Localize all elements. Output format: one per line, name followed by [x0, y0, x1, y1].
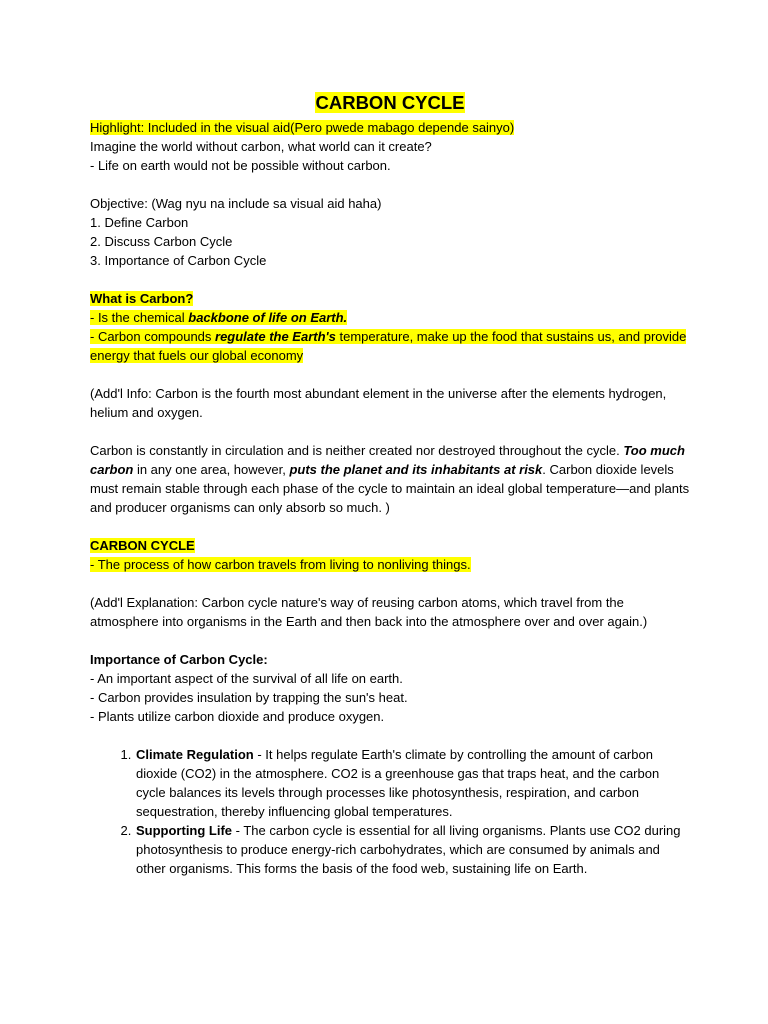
- what-is-carbon-heading: [90, 289, 690, 308]
- intro-answer: - Life on earth would not be possible without carbon.: [90, 158, 391, 173]
- document-title: [90, 90, 690, 116]
- importance-bullet: - An important aspect of the survival of all life on earth.: [90, 671, 403, 686]
- list-item-text: - The carbon cycle is essential for all living organisms. Plants use CO2 during photosynthesis to produce energy-rich carbohydrates, which are consumed by animals and other organisms. This forms the basis of the food web, sustaining life on Earth.: [136, 823, 681, 876]
- importance-heading: [90, 650, 690, 669]
- addl-info-para2: [90, 441, 690, 517]
- line2-emphasis: regulate the Earth's: [215, 329, 336, 344]
- addl-info-para1: (Add'l Info: Carbon is the fourth most abundant element in the universe after the elements hydrogen, helium and oxygen.: [90, 386, 667, 420]
- list-item-text: - It helps regulate Earth's climate by controlling the amount of carbon dioxide (CO2) in the atmosphere. CO2 is a greenhouse gas that traps heat, and the carbon cycle balances its levels through processes like photosynthesis, respiration, and carbon sequestration, thereby influencing global temperatures.: [136, 747, 660, 819]
- title-text: CARBON CYCLE: [315, 92, 465, 113]
- carbon-cycle-definition: [90, 555, 690, 574]
- objective-item: 2. Discuss Carbon Cycle: [90, 234, 233, 249]
- line2-prefix: - Carbon compounds: [90, 329, 216, 344]
- para2-emphasis2: puts the planet and its inhabitants at risk: [289, 462, 543, 477]
- document-page: [90, 90, 690, 878]
- what-is-carbon-line1: [90, 308, 690, 327]
- what-is-carbon-heading-text: What is Carbon?: [90, 291, 194, 306]
- importance-list: [90, 745, 690, 878]
- carbon-cycle-heading: [90, 536, 690, 555]
- para2-c: . Carbon dioxide levels must remain stable through each phase of the cycle to maintain an ideal global temperature—and plants and producer organisms can only absorb so much. ): [90, 462, 690, 515]
- what-is-carbon-line2: [90, 327, 690, 365]
- objective-item: 1. Define Carbon: [90, 215, 189, 230]
- line1-emphasis: backbone of life on Earth.: [188, 310, 348, 325]
- para2-emphasis1: Too much carbon: [90, 443, 685, 477]
- para2-a: Carbon is constantly in circulation and is neither created nor destroyed throughout the cycle.: [90, 443, 620, 458]
- carbon-cycle-heading-text: CARBON CYCLE: [90, 538, 195, 553]
- intro-question: Imagine the world without carbon, what world can it create?: [90, 139, 432, 154]
- objective-heading: Objective: (Wag nyu na include sa visual aid haha): [90, 196, 382, 211]
- list-item: [135, 745, 690, 821]
- line1-prefix: - Is the chemical: [90, 310, 189, 325]
- importance-heading-text: Importance of Carbon Cycle:: [90, 652, 268, 667]
- objective-item: 3. Importance of Carbon Cycle: [90, 253, 267, 268]
- carbon-cycle-definition-text: - The process of how carbon travels from living to nonliving things.: [90, 557, 471, 572]
- importance-bullet: - Carbon provides insulation by trapping the sun's heat.: [90, 690, 408, 705]
- line2-suffix: temperature, make up the food that sustains us, and provide energy that fuels our global economy: [90, 329, 687, 363]
- list-item-term: Climate Regulation: [136, 747, 254, 762]
- importance-bullet: - Plants utilize carbon dioxide and produce oxygen.: [90, 709, 385, 724]
- list-item: [135, 821, 690, 878]
- list-item-term: Supporting Life: [136, 823, 233, 838]
- highlight-note: [90, 118, 690, 137]
- carbon-cycle-explanation: (Add'l Explanation: Carbon cycle nature's way of reusing carbon atoms, which travel from the atmosphere into organisms in the Earth and then back into the atmosphere over and over again.): [90, 595, 648, 629]
- highlight-note-text: Highlight: Included in the visual aid(Pero pwede mabago depende sainyo): [90, 120, 515, 135]
- para2-b: in any one area, however,: [133, 462, 290, 477]
